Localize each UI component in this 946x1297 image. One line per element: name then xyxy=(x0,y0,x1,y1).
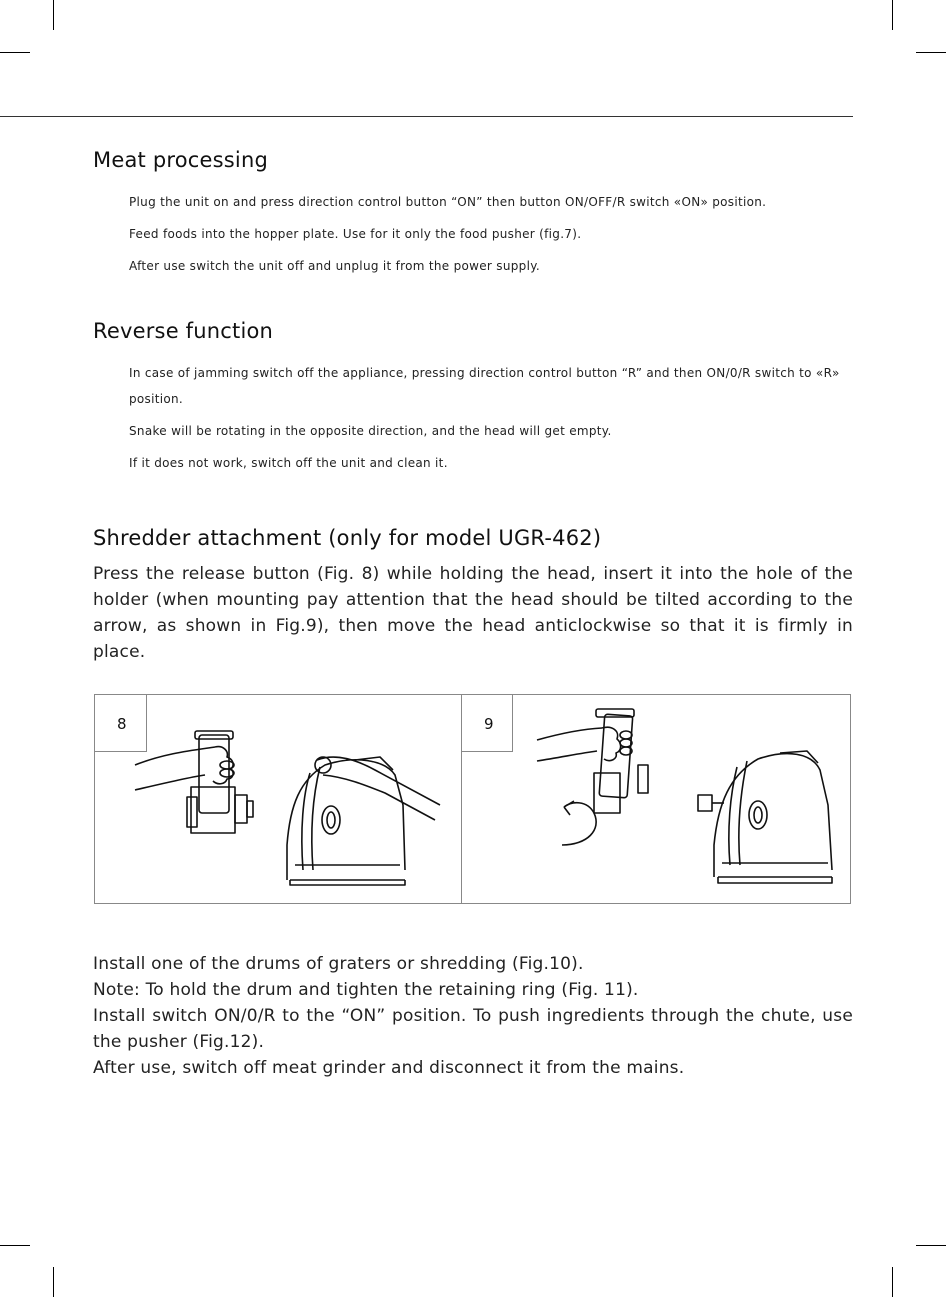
reverse-line-2: Snake will be rotating in the opposite direction, and the head will get empty. xyxy=(129,424,612,438)
meat-line-1: Plug the unit on and press direction control button “ON” then button ON/OFF/R switch «ON» position. xyxy=(129,195,767,209)
figure-9-label: 9 xyxy=(461,695,513,752)
instruction-line-1: Install one of the drums of graters or shredding (Fig.10). xyxy=(93,954,584,974)
crop-mark xyxy=(892,0,893,30)
reverse-line-3: If it does not work, switch off the unit and clean it. xyxy=(129,456,448,470)
figure-8-label: 8 xyxy=(95,695,147,752)
shredder-paragraph: Press the release button (Fig. 8) while holding the head, insert it into the hole of the holder (when mounting pay attention that the head should be tilted according to the arrow, as shown in Fig.9), then move the head anticlockwise so that it is firmly in place. xyxy=(93,564,853,662)
instruction-line-3: Install switch ON/0/R to the “ON” position. To push ingredients through the chute, use the pusher (Fig.12). xyxy=(93,1006,853,1052)
crop-mark xyxy=(916,1245,946,1246)
crop-mark xyxy=(0,1245,30,1246)
header-rule xyxy=(0,116,853,117)
crop-mark xyxy=(916,52,946,53)
crop-mark xyxy=(892,1267,893,1297)
figure-panel xyxy=(94,694,851,904)
meat-line-2: Feed foods into the hopper plate. Use for it only the food pusher (fig.7). xyxy=(129,227,582,241)
reverse-function-heading: Reverse function xyxy=(93,319,274,343)
meat-processing-heading: Meat processing xyxy=(93,148,268,172)
figure-8-illustration xyxy=(95,695,461,903)
instruction-line-4: After use, switch off meat grinder and disconnect it from the mains. xyxy=(93,1058,685,1078)
reverse-line-1: In case of jamming switch off the appliance, pressing direction control button “R” and then ON/0/R switch to «R» position. xyxy=(129,366,840,406)
shredder-heading: Shredder attachment (only for model UGR-462) xyxy=(93,526,602,550)
instruction-line-2: Note: To hold the drum and tighten the retaining ring (Fig. 11). xyxy=(93,980,639,1000)
figure-9-illustration xyxy=(462,695,851,903)
crop-mark xyxy=(53,1267,54,1297)
meat-line-3: After use switch the unit off and unplug it from the power supply. xyxy=(129,259,541,273)
crop-mark xyxy=(53,0,54,30)
crop-mark xyxy=(0,52,30,53)
